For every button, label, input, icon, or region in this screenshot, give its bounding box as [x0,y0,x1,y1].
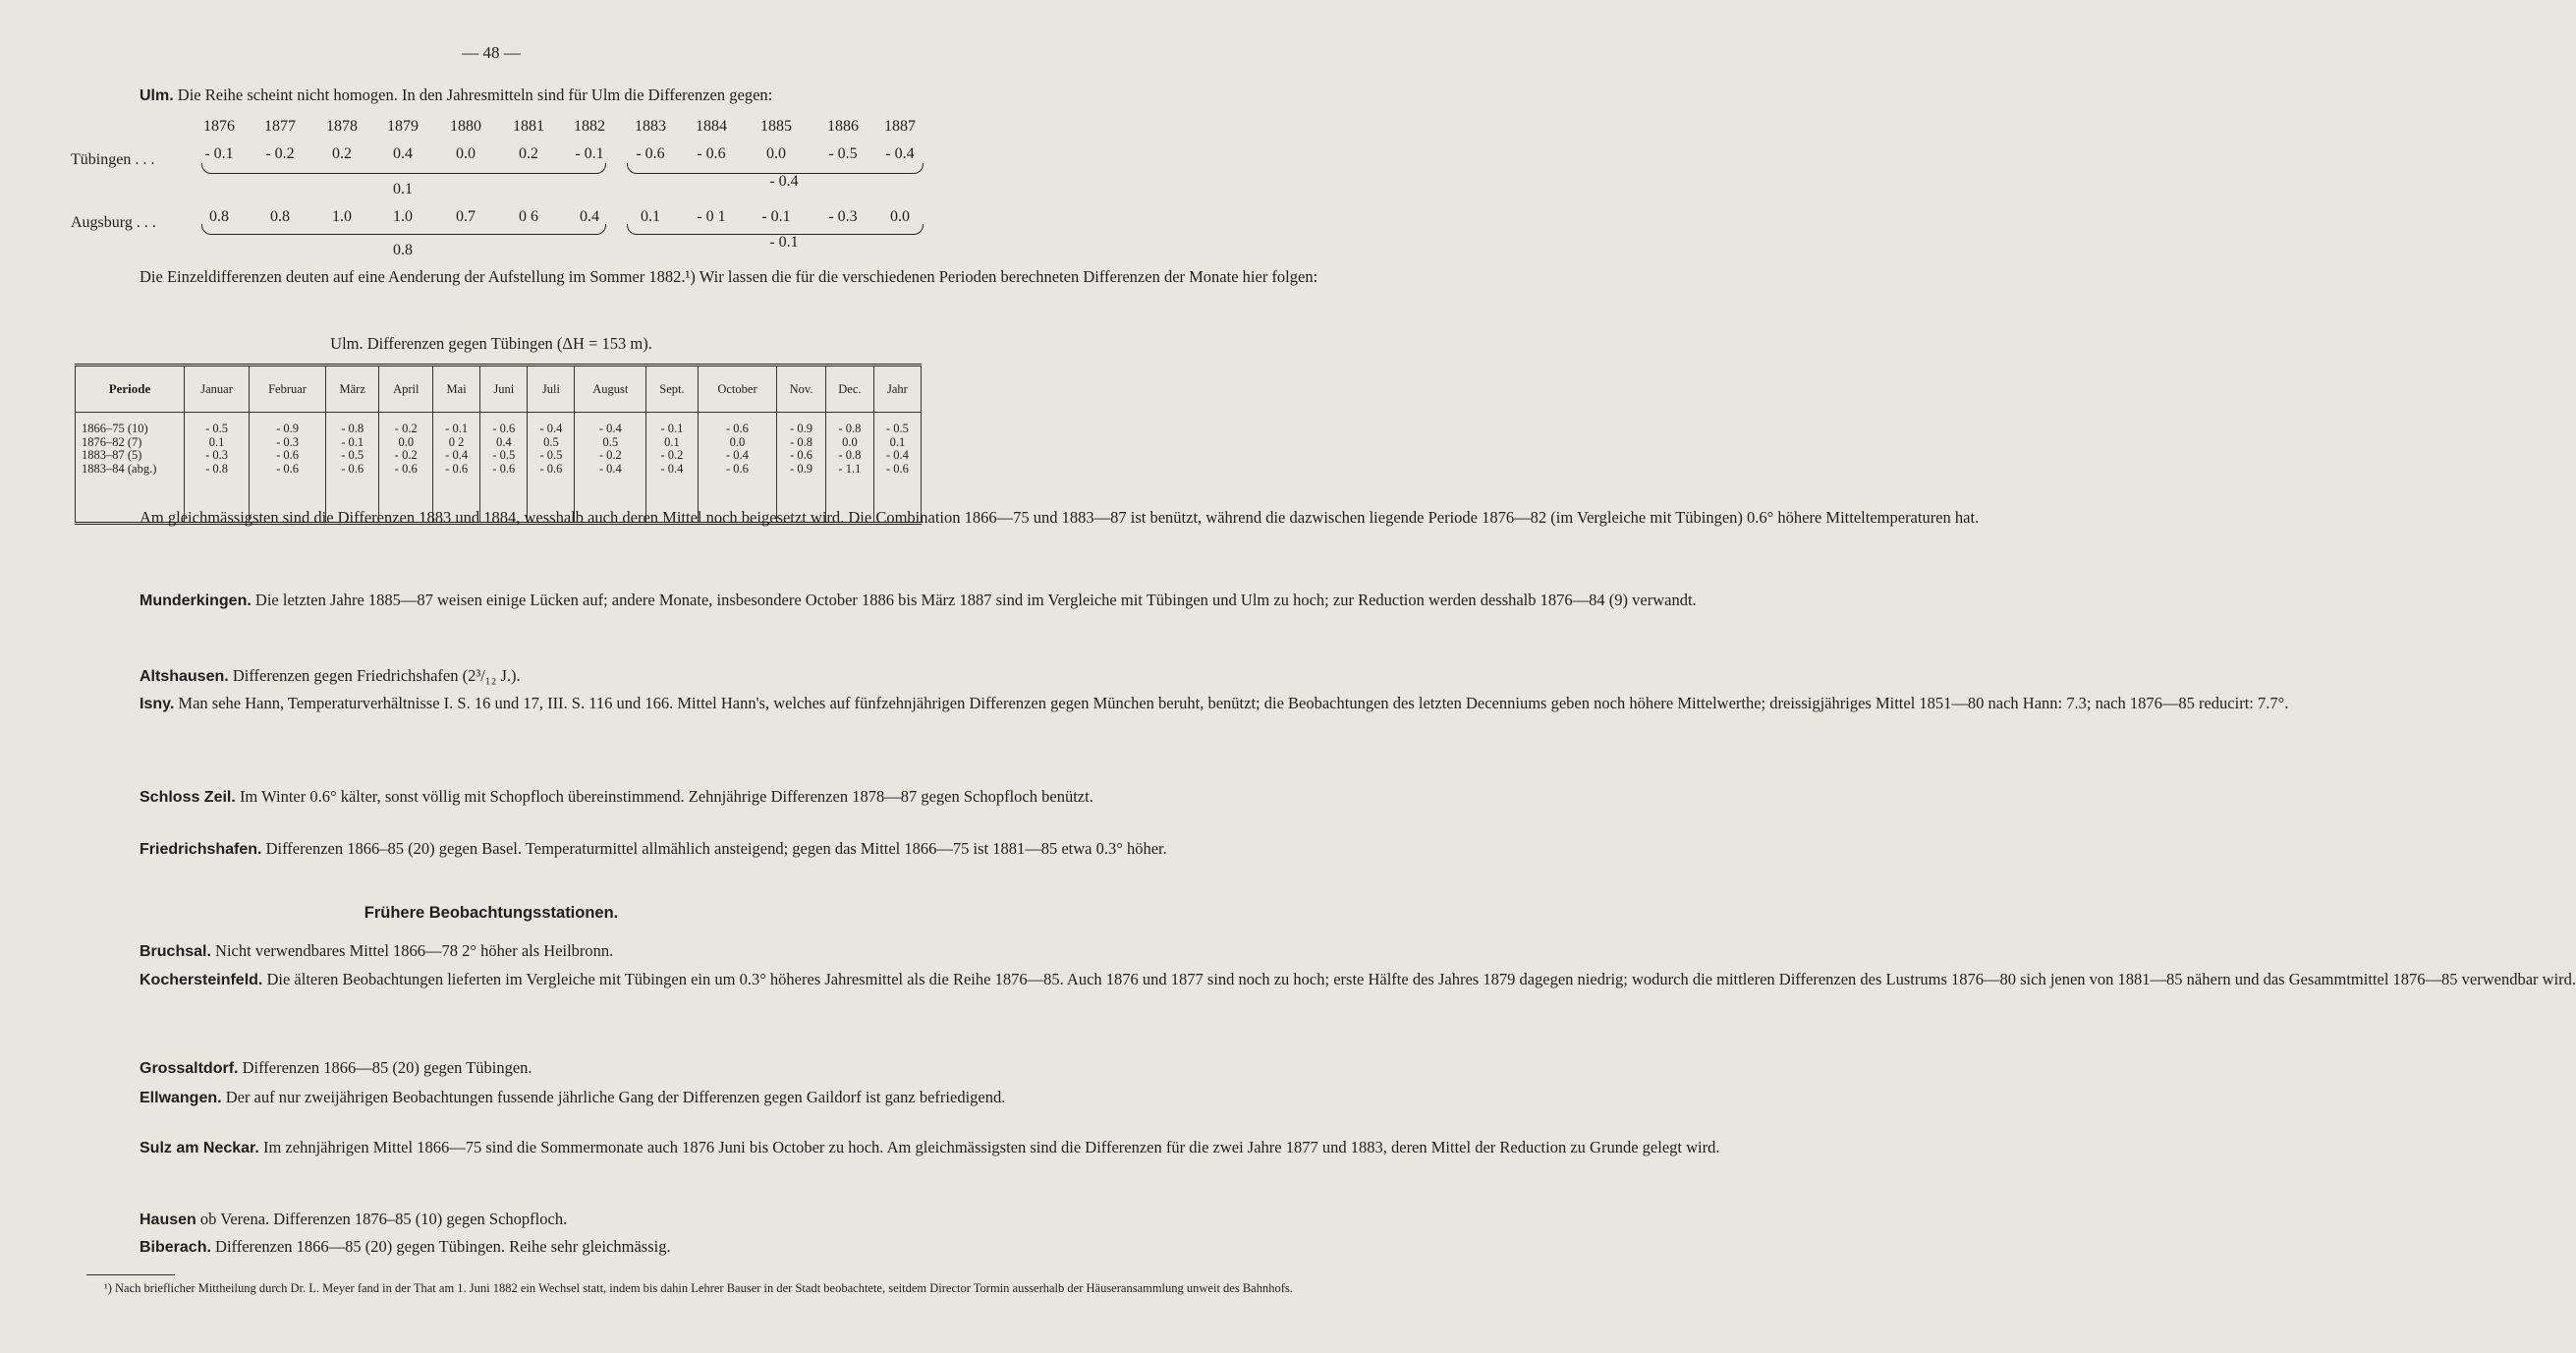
footnote-rule [86,1274,175,1275]
value-cell: - 0.4 0.5 - 0.5 - 0.6 [528,413,575,524]
column-header: Juni [480,366,528,413]
value-cell: - 0.6 0.0 - 0.4 - 0.6 [698,413,776,524]
isny-text: Man sehe Hann, Temperaturverhältnisse I. S. 16 und 17, III. S. 116 und 166. Mittel Hann's, welches auf fünfzehnjährigen Differenzen gegen München beruht, benützt; die Beobachtungen des letzten Decenniums geben noch höhere Mittelwerthe; dreissigjähriges Mittel 1851—80 nach Hann: 7.3; nach 1876—85 reducirt: 7.7°. [178,694,2289,712]
altshausen-paragraph [75,665,925,689]
value-cell: - 0.1 0 2 - 0.4 - 0.6 [433,413,480,524]
kochersteinfeld-text: Die älteren Beobachtungen lieferten im Vergleiche mit Tübingen ein um 0.3° höheres Jahresmittel als die Reihe 1876—85. Auch 1876 und 1877 sind noch zu hoch; erste Hälfte des Jahres 1879 dagegen niedrig; wodurch die mittleren Differenzen des Lustrums 1876—80 sich jenen von 1881—85 nähern und das Gesammtmittel 1876—85 verwendbar wird. [266,970,2576,988]
biberach-text: Differenzen 1866—85 (20) gegen Tübingen. Reihe sehr gleichmässig. [215,1237,671,1256]
value-cell: - 0.9 - 0.3 - 0.6 - 0.6 [250,413,326,524]
year-cell-2: 1878 [326,118,358,135]
brace-1876-1882 [201,163,606,174]
einzeldifferenzen-paragraph [75,266,1318,289]
ellwangen-paragraph [75,1087,1006,1110]
column-header: April [379,366,433,413]
column-header: October [698,366,776,413]
value-cell: - 0.8 0.0 - 0.8 - 1.1 [826,413,874,524]
ellwangen-heading: Ellwangen. [140,1090,222,1106]
isny-paragraph [75,693,2289,716]
bruchsal-paragraph [75,940,925,964]
year-cell-0: 1876 [203,118,235,135]
monthly-differences-table [75,364,922,525]
augsburg-value-5: 0 6 [519,208,538,225]
augsburg-value-7: 0.1 [641,208,660,225]
altshausen-heading: Altshausen. [140,668,229,685]
section-title: Frühere Beobachtungsstationen. [364,904,619,922]
year-cell-4: 1880 [450,118,481,135]
augsburg-value-6: 0.4 [580,208,599,225]
year-cell-11: 1887 [884,118,916,135]
tubingen-value-5: 0.2 [519,145,538,162]
augsburg-value-9: - 0.1 [761,208,791,225]
gleichmaessig-paragraph [75,507,1980,530]
year-cell-6: 1882 [574,118,605,135]
grossaltdorf-text: Differenzen 1866—85 (20) gegen Tübingen. [242,1058,532,1077]
tubingen-value-11: - 0.4 [885,145,915,162]
schlosszeil-text: Im Winter 0.6° kälter, sonst völlig mit Schopfloch übereinstimmend. Zehnjährige Differenzen 1878—87 gegen Schopfloch benützt. [239,787,1093,806]
gleichmaessig-text: Am gleichmässigsten sind die Differenzen 1883 und 1884, wesshalb auch deren Mittel noch beigesetzt wird. Die Combination 1866—75 und 1883—87 ist benützt, während die dazwischen liegende Periode 1876—82 (im Vergleiche mit Tübingen) 0.6° höhere Mitteltemperaturen hat. [140,508,1980,527]
value-cell: - 0.8 - 0.1 - 0.5 - 0.6 [325,413,379,524]
footnote [84,1279,1293,1297]
tubingen-value-0: - 0.1 [204,145,234,162]
tubingen-mean-1: 0.1 [393,181,413,197]
value-cell: - 0.2 0.0 - 0.2 - 0.6 [379,413,433,524]
tubingen-value-8: - 0.6 [697,145,726,162]
column-header: Jahr [873,366,921,413]
column-header: Februar [250,366,326,413]
value-cell: - 0.5 0.1 - 0.3 - 0.8 [185,413,250,524]
kochersteinfeld-heading: Kochersteinfeld. [140,972,263,988]
munderkingen-heading: Munderkingen. [140,592,252,609]
augsburg-value-10: - 0.3 [828,208,858,225]
augsburg-value-0: 0.8 [209,208,229,225]
year-cell-5: 1881 [513,118,544,135]
tubingen-value-10: - 0.5 [828,145,858,162]
ulm-heading: Ulm. [140,87,174,104]
column-header: Dec. [826,366,874,413]
value-cell: - 0.6 0.4 - 0.5 - 0.6 [480,413,528,524]
tubingen-mean-2: - 0.4 [769,173,799,190]
periode-cell: 1866–75 (10) 1876–82 (7) 1883–87 (5) 1883–84 (abg.) [76,413,185,524]
grossaltdorf-heading: Grossaltdorf. [140,1060,239,1077]
augsburg-mean-1: 0.8 [393,242,413,258]
munderkingen-paragraph [75,590,1697,613]
page-number: — 48 — [462,43,521,62]
year-difference-table [0,0,982,265]
ellwangen-text: Der auf nur zweijährigen Beobachtungen fussende jährliche Gang der Differenzen gegen Gaildorf ist ganz befriedigend. [225,1088,1006,1106]
column-header: Sept. [646,366,699,413]
year-cell-8: 1884 [696,118,727,135]
isny-heading: Isny. [140,696,175,712]
year-cell-7: 1883 [635,118,666,135]
tubingen-label: Tübingen . . . [71,151,155,168]
sulz-heading: Sulz am Neckar. [140,1140,259,1156]
augsburg-value-4: 0.7 [456,208,476,225]
bruchsal-heading: Bruchsal. [140,943,211,960]
column-header: Januar [185,366,250,413]
table-header-row [76,366,922,413]
year-cell-1: 1877 [264,118,296,135]
tubingen-value-1: - 0.2 [265,145,295,162]
tubingen-value-3: 0.4 [393,145,413,162]
footnote-text: ¹) Nach brieflicher Mittheilung durch Dr. L. Meyer fand in der That am 1. Juni 1882 ein Wechsel statt, indem bis dahin Lehrer Bauser in der Stadt beobachtete, seitdem Director Tormin ausserhalb der Häuseransammlung unweit des Bahnhofs. [104,1281,1293,1295]
biberach-paragraph [75,1236,925,1260]
column-header: Mai [433,366,480,413]
hausen-heading: Hausen [140,1212,196,1228]
column-header: Nov. [777,366,826,413]
tubingen-value-2: 0.2 [332,145,352,162]
bruchsal-text: Nicht verwendbares Mittel 1866—78 2° höher als Heilbronn. [215,941,614,960]
munderkingen-text: Die letzten Jahre 1885—87 weisen einige Lücken auf; andere Monate, insbesondere October 1886 bis März 1887 sind im Vergleiche mit Tübingen und Ulm zu hoch; zur Reduction werden desshalb 1876—84 (9) verwandt. [254,591,1697,609]
brace-augsburg-1 [201,224,606,235]
year-cell-10: 1886 [827,118,859,135]
augsburg-mean-2: - 0.1 [769,234,799,251]
friedrichshafen-text: Differenzen 1866–85 (20) gegen Basel. Temperaturmittel allmählich ansteigend; gegen das Mittel 1866—75 ist 1881—85 etwa 0.3° höher. [265,839,1167,858]
sulz-text: Im zehnjährigen Mittel 1866—75 sind die Sommermonate auch 1876 Juni bis October zu hoch. Am gleichmässigsten sind die Differenzen für die zwei Jahre 1877 und 1883, deren Mittel der Reduction zu Grunde gelegt wird. [262,1138,1720,1156]
schlosszeil-heading: Schloss Zeil. [140,789,236,806]
tubingen-value-4: 0.0 [456,145,476,162]
friedrichshafen-heading: Friedrichshafen. [140,841,262,858]
augsburg-value-11: 0.0 [890,208,910,225]
hausen-paragraph [75,1209,925,1232]
column-header: Juli [528,366,575,413]
tubingen-value-6: - 0.1 [575,145,604,162]
year-cell-3: 1879 [387,118,419,135]
value-cell: - 0.9 - 0.8 - 0.6 - 0.9 [777,413,826,524]
ulm-intro-text: Die Reihe scheint nicht homogen. In den Jahresmitteln sind für Ulm die Differenzen gegen: [177,85,773,104]
einzeldifferenzen-text: Die Einzeldifferenzen deuten auf eine Aenderung der Aufstellung im Sommer 1882.¹) Wir lassen die für die verschiedenen Perioden berechneten Differenzen der Monate hier folgen: [140,267,1318,286]
augsburg-value-8: - 0 1 [697,208,726,225]
column-header: August [575,366,646,413]
altshausen-text: Differenzen gegen Friedrichshafen (2³/₁₂ J.). [232,666,521,685]
value-cell: - 0.4 0.5 - 0.2 - 0.4 [575,413,646,524]
year-cell-9: 1885 [760,118,792,135]
sulz-paragraph [75,1137,1720,1160]
value-cell: - 0.1 0.1 - 0.2 - 0.4 [646,413,699,524]
augsburg-value-1: 0.8 [270,208,290,225]
grossaltdorf-paragraph [75,1057,925,1081]
kochersteinfeld-paragraph [75,969,2576,992]
friedrichshafen-paragraph [75,838,1167,862]
tubingen-value-9: 0.0 [766,145,786,162]
column-header: März [325,366,379,413]
hausen-text: ob Verena. Differenzen 1876–85 (10) gegen Schopfloch. [199,1210,568,1228]
column-header: Periode [76,366,185,413]
schlosszeil-paragraph [75,786,1093,810]
augsburg-value-2: 1.0 [332,208,352,225]
tubingen-value-7: - 0.6 [636,145,665,162]
augsburg-label: Augsburg . . . [71,214,156,231]
biberach-heading: Biberach. [140,1239,211,1256]
table-title: Ulm. Differenzen gegen Tübingen (ΔH = 153 m). [330,334,652,353]
augsburg-value-3: 1.0 [393,208,413,225]
value-cell: - 0.5 0.1 - 0.4 - 0.6 [873,413,921,524]
